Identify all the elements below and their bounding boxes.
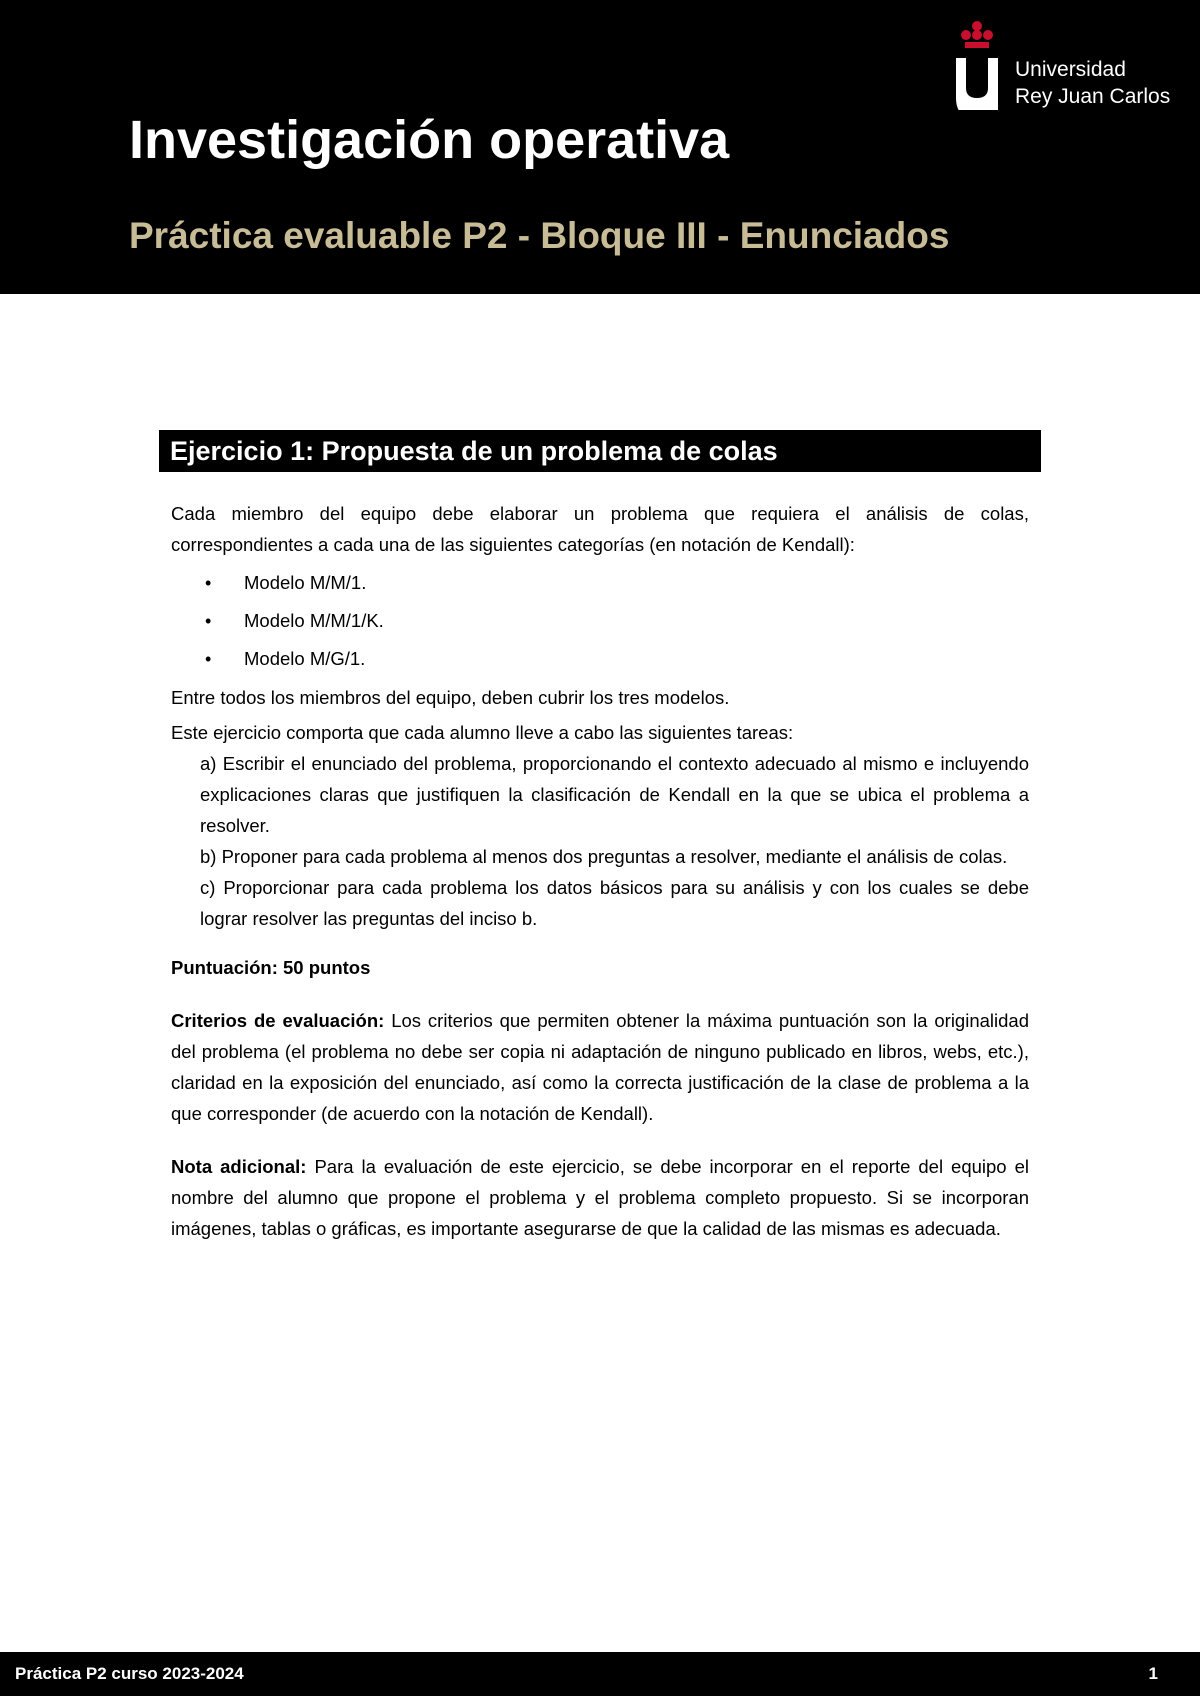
- score-line: Puntuación: 50 puntos: [171, 957, 371, 978]
- document-subtitle: Práctica evaluable P2 - Bloque III - Enunciados: [129, 215, 950, 256]
- exercise-heading: Ejercicio 1: Propuesta de un problema de colas: [159, 430, 1041, 472]
- footer-course-label: Práctica P2 curso 2023-2024: [15, 1664, 244, 1683]
- note-text: Para la evaluación de este ejercicio, se debe incorporar en el reporte del equipo el nombre del alumno que propone el problema y el problema completo propuesto. Si se incorporan imágenes, tablas o gráficas, es importante asegurarse de que la calidad de las mismas es adecuada.: [171, 1156, 1029, 1239]
- model-label: Modelo M/G/1.: [244, 648, 366, 669]
- university-logo: [950, 20, 1180, 110]
- task-item: a) Escribir el enunciado del problema, proporcionando el contexto adecuado al mismo e incluyendo explicaciones claras que justifiquen la clasificación de Kendall en la que se ubica el problema a resolver.: [200, 753, 1029, 836]
- logo-line-university: Universidad: [1015, 58, 1126, 81]
- note-paragraph: [171, 1151, 1029, 1244]
- bullet-icon: •: [205, 573, 212, 593]
- footer-band: [0, 1652, 1200, 1696]
- bullet-icon: •: [205, 649, 212, 669]
- criteria-text: Los criterios que permiten obtener la máxima puntuación son la originalidad del problema (el problema no debe ser copia ni adaptación de ninguno publicado en libros, webs, etc.), claridad en la exposición del enunciado, así como la correcta justificación de la clase de problema a la que corresponder (de acuerdo con la notación de Kendall).: [171, 1010, 1029, 1124]
- header-band: [0, 0, 1200, 294]
- exercise-intro: Cada miembro del equipo debe elaborar un problema que requiera el análisis de colas, correspondientes a cada una de las siguientes categorías (en notación de Kendall):: [171, 503, 1029, 555]
- criteria-paragraph: [171, 1005, 1029, 1129]
- task-item: c) Proporcionar para cada problema los datos básicos para su análisis y con los cuales se debe lograr resolver las preguntas del inciso b.: [200, 877, 1029, 929]
- urjc-u-icon: [950, 20, 1010, 110]
- document-title: Investigación operativa: [129, 110, 730, 170]
- list-item: [171, 602, 1029, 640]
- tasks-intro: Este ejercicio comporta que cada alumno lleve a cabo las siguientes tareas:: [171, 722, 794, 743]
- criteria-label: Criterios de evaluación:: [171, 1010, 385, 1031]
- note-label: Nota adicional:: [171, 1156, 307, 1177]
- model-label: Modelo M/M/1/K.: [244, 610, 384, 631]
- list-item: [171, 564, 1029, 602]
- logo-wordmark: [1015, 56, 1170, 110]
- page-number: 1: [1148, 1664, 1158, 1683]
- logo-line-name: Rey Juan Carlos: [1015, 85, 1171, 108]
- model-label: Modelo M/M/1.: [244, 572, 367, 593]
- list-item: [171, 640, 1029, 678]
- exercise-body: [171, 498, 1029, 1244]
- model-list: [171, 564, 1029, 678]
- task-item: b) Proponer para cada problema al menos dos preguntas a resolver, mediante el análisis de colas.: [200, 846, 1008, 867]
- task-list: [171, 748, 1029, 934]
- bullet-icon: •: [205, 611, 212, 631]
- models-note: Entre todos los miembros del equipo, deben cubrir los tres modelos.: [171, 687, 730, 708]
